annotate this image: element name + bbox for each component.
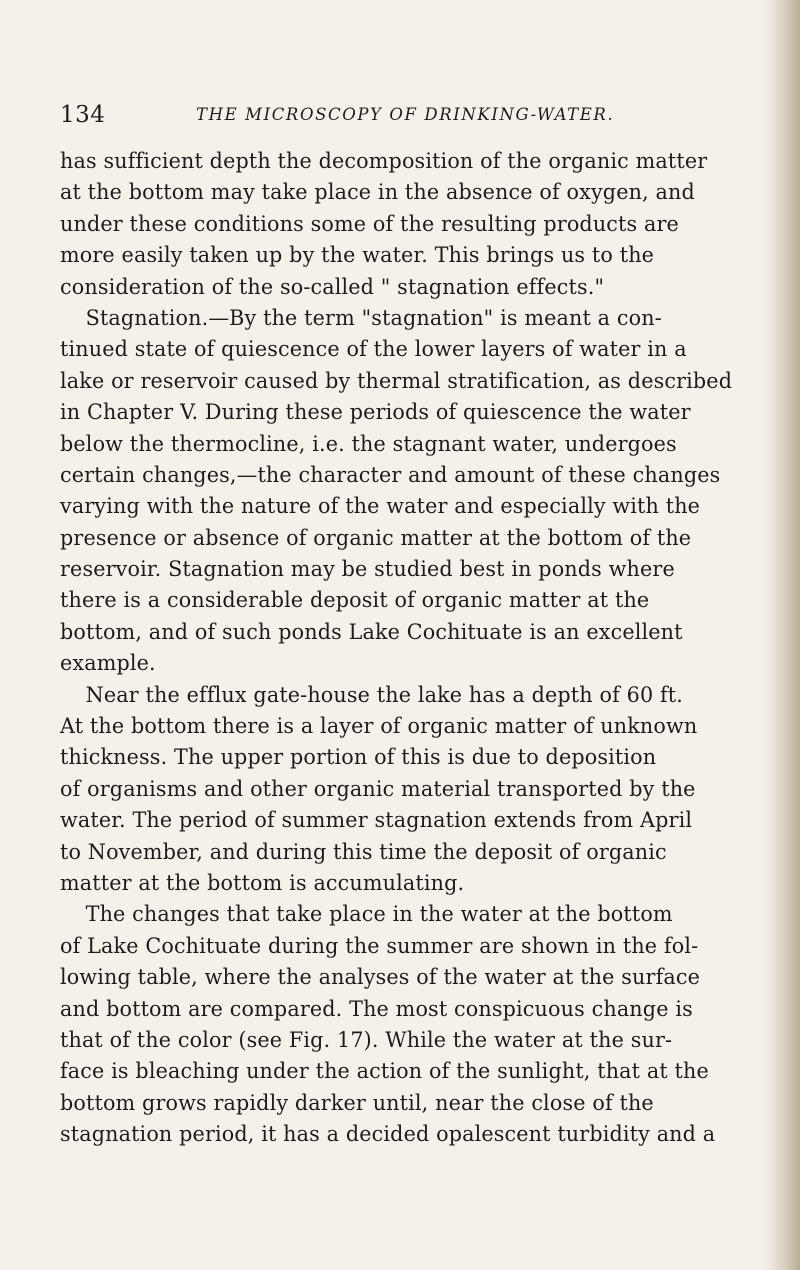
text-line: more easily taken up by the water. This brings us to the	[60, 243, 655, 268]
text-line: to November, and during this time the deposit of organic	[60, 839, 667, 864]
text-line: varying with the nature of the water and especially with the	[60, 494, 701, 519]
text-line: The changes that take place in the water at the bottom	[85, 902, 673, 927]
text-line: thickness. The upper portion of this is due to deposition	[60, 745, 657, 770]
text-line: in Chapter V. During these periods of quiescence the water	[60, 400, 691, 425]
text-line: of organisms and other organic material transported by the	[60, 776, 696, 801]
page-number: 134	[60, 102, 106, 128]
text-line: reservoir. Stagnation may be studied best in ponds where	[60, 557, 675, 582]
text-line: example.	[60, 651, 156, 676]
text-line: bottom, and of such ponds Lake Cochituate is an excellent	[60, 619, 683, 644]
text-line: Near the efflux gate-house the lake has a depth of 60 ft.	[85, 682, 684, 707]
paragraph-heading-line: Stagnation.—By the term "stagnation" is meant a con-	[85, 305, 662, 330]
text-line: certain changes,—the character and amount of these changes	[60, 462, 721, 487]
page-header	[60, 102, 700, 132]
text-line: water. The period of summer stagnation extends from April	[60, 808, 693, 833]
text-line: that of the color (see Fig. 17). While the water at the sur-	[60, 1027, 673, 1052]
text-line: under these conditions some of the resulting products are	[60, 211, 679, 236]
body-text	[60, 146, 760, 1151]
text-line: stagnation period, it has a decided opalescent turbidity and a	[60, 1122, 716, 1147]
text-line: of Lake Cochituate during the summer are shown in the fol-	[60, 933, 699, 958]
text-line: has sufficient depth the decomposition of the organic matter	[60, 149, 708, 173]
text-line: below the thermocline, i.e. the stagnant water, undergoes	[60, 431, 677, 456]
text-line: consideration of the so-called " stagnation effects."	[60, 274, 605, 299]
text-line: face is bleaching under the action of the sunlight, that at the	[60, 1059, 709, 1084]
text-line: lake or reservoir caused by thermal stratification, as described	[60, 368, 733, 393]
text-line: At the bottom there is a layer of organic matter of unknown	[60, 714, 698, 739]
text-line: at the bottom may take place in the absence of oxygen, and	[60, 180, 695, 205]
text-line: lowing table, where the analyses of the water at the surface	[60, 965, 701, 990]
text-line: and bottom are compared. The most conspicuous change is	[60, 996, 693, 1021]
text-line: bottom grows rapidly darker until, near the close of the	[60, 1090, 654, 1115]
page-edge-shadow	[764, 0, 800, 1270]
running-title: THE MICROSCOPY OF DRINKING-WATER.	[196, 105, 615, 124]
text-line: matter at the bottom is accumulating.	[60, 870, 465, 895]
text-line: there is a considerable deposit of organic matter at the	[60, 588, 650, 613]
text-line: presence or absence of organic matter at the bottom of the	[60, 525, 692, 550]
text-line: tinued state of quiescence of the lower layers of water in a	[60, 337, 687, 362]
